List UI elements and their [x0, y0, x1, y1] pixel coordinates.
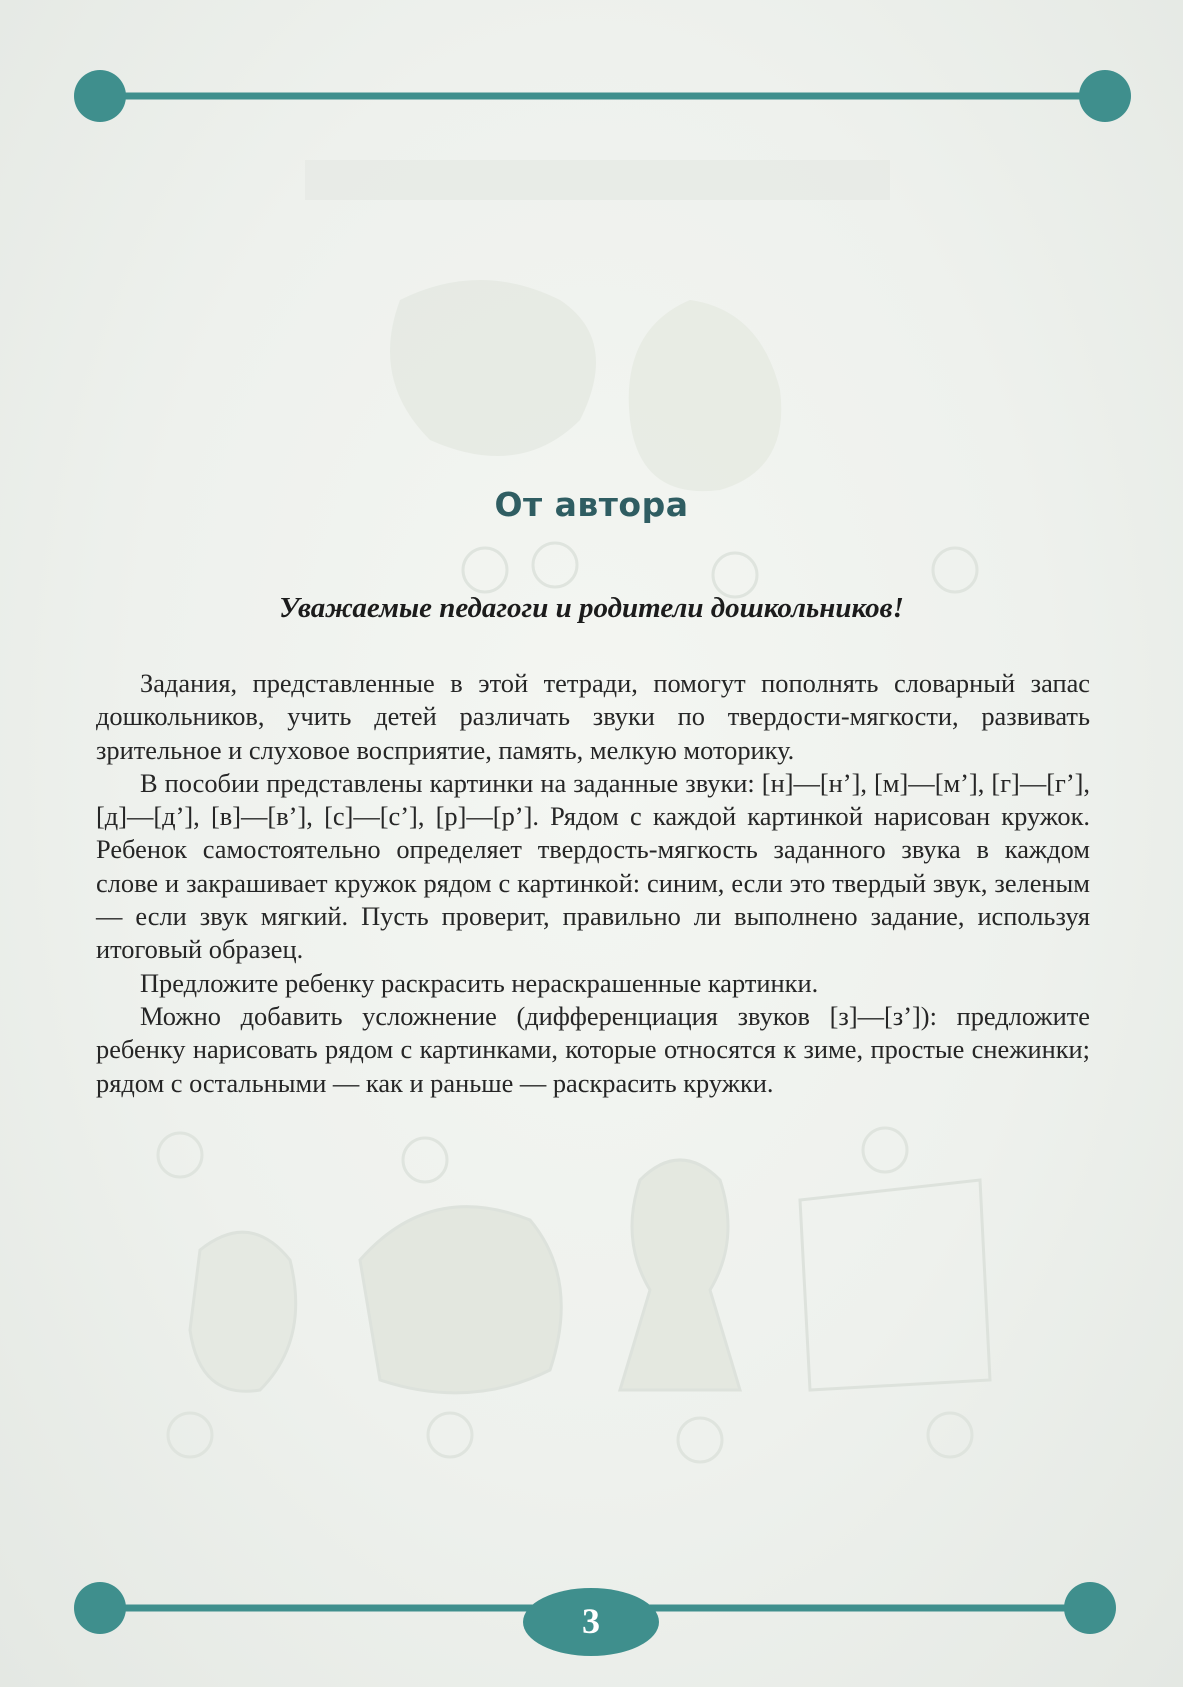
page-title: От автора	[494, 485, 689, 524]
paragraph: Можно добавить усложнение (дифференциация звуков [з]—[з’]): предложите ребенку нарисовать рядом с картинками, которые относятся к зиме, простые снежинки; рядом с остальными — как и раньше — раскрасить кружки.	[96, 1000, 1090, 1098]
paragraph: Задания, представленные в этой тетради, помогут пополнять словарный запас дошкольников, учить детей различать звуки по твердости-мягкости, развивать зрительное и слуховое восприятие, память, мелкую моторику.	[96, 668, 1090, 765]
body-text	[96, 667, 1090, 1100]
paragraph: В пособии представлены картинки на заданные звуки: [н]—[н’], [м]—[м’], [г]—[г’], [д]—[д’], [в]—[в’], [с]—[с’], [р]—[р’]. Рядом с каждой картинкой нарисован кружок. Ребенок самостоятельно определяет твердость-мягкость заданного звука в каждом слове и закрашивает кружок рядом с картинкой: синим, если это твердый звук, зеленым — если звук мягкий. Пусть проверит, правильно ли выполнено задание, используя итоговый образец.	[96, 767, 1090, 965]
paragraph: Предложите ребенку раскрасить нераскрашенные картинки.	[140, 967, 819, 998]
greeting-heading: Уважаемые педагоги и родители дошкольников!	[279, 592, 904, 624]
top-rule	[74, 70, 1131, 122]
page-number: 3	[582, 1601, 600, 1641]
